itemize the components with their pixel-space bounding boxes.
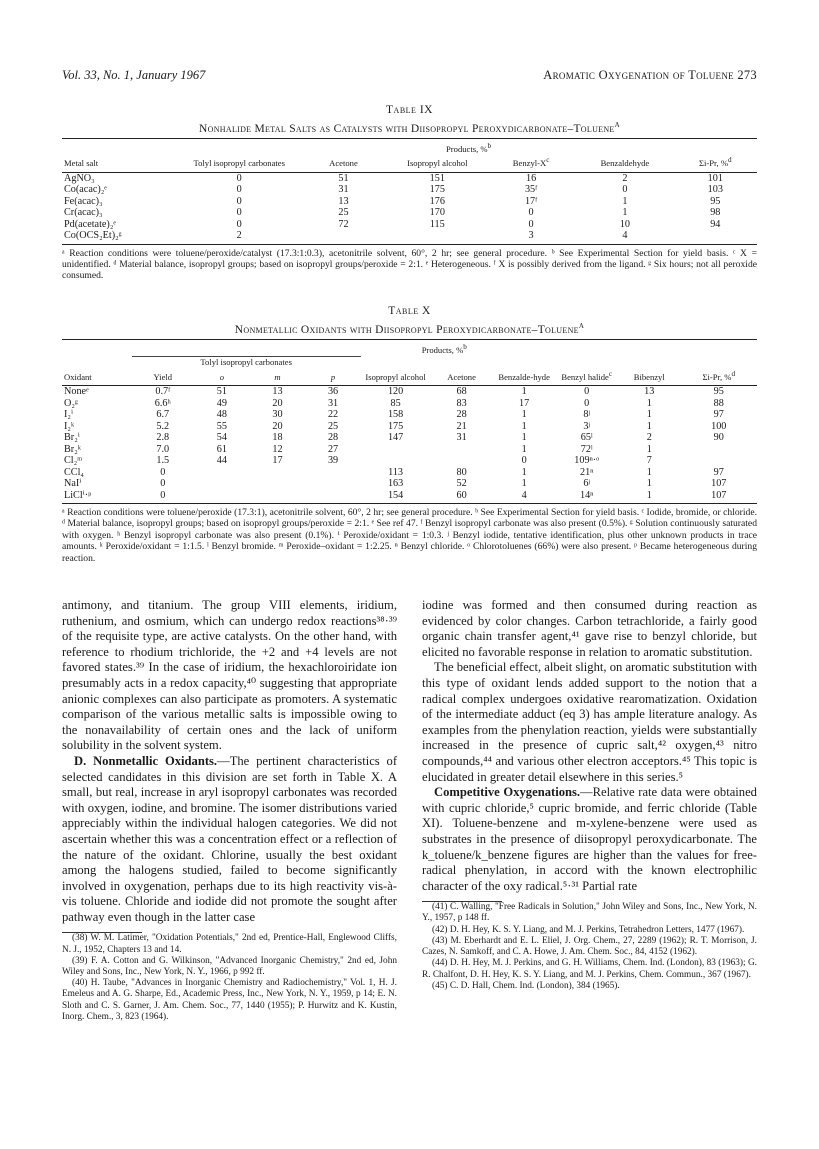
- table-cell: 170: [429, 207, 445, 219]
- table-cell: 6.7: [156, 409, 170, 421]
- table-cell: 0: [521, 455, 527, 467]
- table-row: [62, 455, 757, 467]
- table-cell: [194, 490, 250, 504]
- table-cell: 1.5: [156, 455, 170, 467]
- table-cell: 13: [338, 195, 349, 207]
- section-d-text: —The pertinent characteristics of selected candidates in this division are set forth in Table X. A small, but real, increase in aryl isopropyl carbonates was recorded with oxygen, iodine, and bromine. The isomer distributions varied appreciably within the individual halogen categories. We did not ascertain whether this was a concentration effect or a reflection of the nature of the oxidant. Chlorine, usually the best oxidant among the halogens studied, failed to become significantly involved in oxygenation, perhaps due to its high reactivity vis-à-vis toluene. Chloride and iodide did not promote the sought after pathway even though in the latter case: [62, 753, 398, 924]
- table-cell: 2: [646, 432, 652, 444]
- table-cell: 0: [236, 207, 242, 219]
- table-cell: 48: [216, 409, 227, 421]
- table-cell: [250, 490, 306, 504]
- left-references: [62, 932, 397, 1023]
- table-ix-header-4-mark: c: [546, 156, 550, 165]
- table-cell: 10: [619, 218, 630, 230]
- table-cell: 28: [327, 432, 339, 444]
- right-column: [422, 598, 757, 992]
- table-cell: 1: [618, 490, 681, 504]
- table-x-header-5: Isopropyl alcohol: [361, 369, 431, 386]
- table-x-header-6: Acetone: [430, 369, 493, 386]
- table-row: [62, 172, 757, 184]
- reference-42: (42) D. H. Hey, K. S. Y. Liang, and M. J. Perkins, Tetrahedron Letters, 1477 (1967).: [432, 924, 745, 935]
- table-ix-title-text: Nonhalide Metal Salts as Catalysts with Diisopropyl Peroxydicarbonate–Toluene: [199, 122, 615, 135]
- table-cell: 14ⁿ: [555, 490, 618, 504]
- table-x-header-9: Bibenzyl: [618, 369, 681, 386]
- table-row: [62, 490, 757, 504]
- table-x-footnotes: ᵃ Reaction conditions were toluene/peroxide (17.3:1), acetonitrile solvent, 60°, 2 hr; see general procedure. ᵇ See Experimental Section for yield basis. ᶜ Iodide, bromide, or chloride. ᵈ Material balance, isopropyl groups; based on isopropyl groups/peroxide = 2:1. ᵉ See ref 47. ᶠ Benzyl isopropyl carbonate was also present (0.5%). ᵍ Solution continuously saturated with oxygen. ʰ Benzyl isopropyl carbonate was also present (0.1%). ⁱ Peroxide/oxidant = 1:0.3. ʲ Benzyl iodide, tentative identification, plus other unknown products in trace amounts. ᵏ Peroxide/oxidant = 1:1.5. ˡ Benzyl bromide. ᵐ Peroxide–oxidant = 1:2.25. ⁿ Benzyl chloride. ᵒ Chlorotoluenes (66%) were also present. ᵖ Became heterogeneous during reaction.: [62, 507, 757, 564]
- table-cell: 8ʲ: [583, 409, 591, 421]
- table-cell: 2: [180, 230, 298, 244]
- reference-44: (44) D. H. Hey, M. J. Perkins, and G. H. Williams, Chem. Ind. (London), 83 (1963); G. R. Chalfont, D. H. Hey, K. S. Y. Liang, and M. J. Perkins, Chem. Commun., 367 (1967).: [422, 958, 757, 980]
- table-cell: 0: [528, 207, 534, 219]
- table10-row-label: Noneᵉ: [64, 386, 89, 398]
- table-cell: 65ˡ: [580, 432, 593, 444]
- table-ix-header-6: [674, 155, 757, 172]
- table-cell: 95: [710, 195, 721, 207]
- table-cell: 21ⁿ: [579, 466, 594, 478]
- table-cell: 4: [576, 230, 673, 244]
- table-cell: 7.0: [156, 443, 170, 455]
- table-cell: 6ʲ: [583, 478, 591, 490]
- table-cell: 20: [272, 420, 283, 432]
- table-x: [62, 305, 757, 564]
- table-ix-footnotes: ᵃ Reaction conditions were toluene/peroxide/catalyst (17.3:1:0.3), acetonitrile solvent, 60°, 2 hr; see general procedure. ᵇ See Experimental Section for yield basis. ᶜ X = unidentified. ᵈ Material balance, isopropyl groups; based on isopropyl groups/peroxide = 2:1. ᵉ Heterogeneous. ᶠ X is possibly derived from the ligand. ᵍ Six hours; not all peroxide consumed.: [62, 247, 757, 282]
- left-paragraph-2: [62, 754, 397, 926]
- table10-row-label: NaIⁱ: [64, 478, 82, 490]
- table-cell: 6.6ʰ: [154, 397, 171, 409]
- table-x-title: [62, 320, 757, 336]
- table9-row-label: Cr(acac)₃: [64, 207, 103, 219]
- table-cell: 25: [338, 207, 349, 219]
- table-cell: 94: [710, 218, 721, 230]
- table-cell: [389, 230, 486, 244]
- table-x-header-7: Benzalde-hyde: [493, 369, 556, 386]
- table-cell: 97: [713, 466, 724, 478]
- table-row: [62, 196, 757, 208]
- table-cell: 0: [584, 397, 590, 409]
- table10-row-label: Br₂ⁱ: [64, 432, 80, 444]
- table-cell: 0: [236, 218, 242, 230]
- table-cell: 0: [160, 478, 166, 490]
- table-row: [62, 444, 757, 456]
- table-x-header-4: p: [305, 369, 361, 386]
- table-ix-products-span: [180, 138, 757, 155]
- table-cell: 51: [216, 386, 227, 398]
- table-cell: 1: [521, 409, 527, 421]
- table-x-header-8-text: Benzyl halide: [561, 371, 609, 382]
- table-cell: 30: [272, 409, 283, 421]
- table-cell: [681, 444, 757, 456]
- table-cell: 31: [327, 397, 339, 409]
- right-paragraph-1: iodine was formed and then consumed during reaction as evidenced by color changes. Carbon tetrachloride, a fairly good organic chain transfer agent,⁴¹ gave rise to benzyl chloride, but elicited no favorable response in relation to aromatic substitution.: [422, 598, 757, 659]
- table-row: [62, 478, 757, 490]
- table-ix-header-4: [486, 155, 576, 172]
- table9-row-label: AgNO₃: [64, 172, 95, 184]
- table-x-header-2: o: [194, 369, 250, 386]
- table-cell: [194, 478, 250, 490]
- table-x-header-1: Yield: [132, 369, 195, 386]
- table-cell: 72ˡ: [580, 443, 593, 455]
- reference-45: (45) C. D. Hall, Chem. Ind. (London), 384 (1965).: [432, 980, 620, 991]
- table-cell: 55: [216, 420, 227, 432]
- right-paragraph-2: The beneficial effect, albeit slight, on aromatic substitution with this type of oxidant lends added support to the notion that a radical complex undergoes oxidative rearomatization. Oxidation of the intermediate adduct (eq 3) has ample literature analogy. As examples from the phenylation reaction, yields were substantially increased in the presence of cupric salt,⁴² oxygen,⁴³ nitro compounds,⁴⁴ and various other electron acceptors.⁴⁵ This topic is elucidated in greater detail elsewhere in this series.⁵: [422, 660, 757, 784]
- table-x-products-span: [132, 339, 758, 356]
- table-cell: 68: [456, 386, 467, 398]
- table-cell: 35ᶠ: [524, 184, 538, 196]
- table10-row-label: Cl₂ᵐ: [64, 455, 83, 467]
- table-cell: 0: [236, 172, 242, 184]
- table-ix: [62, 104, 757, 282]
- table-x-products-mark: b: [463, 342, 467, 351]
- table-ix-header-3: Isopropyl alcohol: [389, 155, 486, 172]
- table-ix-header-6-mark: d: [728, 156, 732, 165]
- reference-38: (38) W. M. Latimer, "Oxidation Potentials," 2nd ed, Prentice-Hall, Englewood Cliffs, N. J., 1952, Chapters 13 and 14.: [62, 933, 397, 955]
- table-cell: [430, 444, 493, 456]
- table-cell: [361, 455, 431, 467]
- table-cell: 39: [327, 455, 339, 467]
- table-cell: 72: [338, 218, 349, 230]
- reference-39: (39) F. A. Cotton and G. Wilkinson, "Advanced Inorganic Chemistry," 2nd ed, John Wiley and Sons, Inc., New York, N. Y., 1966, p 992 ff.: [62, 955, 397, 978]
- table-cell: 88: [713, 397, 724, 409]
- table-cell: 95: [713, 386, 724, 398]
- table-cell: 4: [493, 490, 556, 504]
- table-ix-title-mark: a: [614, 119, 620, 130]
- table-cell: 2: [622, 172, 628, 184]
- table-cell: 100: [711, 420, 727, 432]
- section-d-heading: D. Nonmetallic Oxidants.: [74, 753, 218, 768]
- table-ix-header-2: Acetone: [298, 155, 388, 172]
- table-cell: 18: [272, 432, 283, 444]
- table-x-grid: [62, 339, 757, 504]
- table-ix-header-1: Tolyl isopropyl carbonates: [180, 155, 298, 172]
- table-cell: 21: [456, 420, 467, 432]
- table-cell: 154: [361, 490, 431, 504]
- table-row: [62, 409, 757, 421]
- table-cell: 101: [707, 172, 723, 184]
- table-cell: 3: [486, 230, 576, 244]
- table-cell: [674, 230, 757, 244]
- reference-41: (41) C. Walling, "Free Radicals in Solution," John Wiley and Sons, Inc., New York, N. Y., 1957, p 148 ff.: [422, 902, 757, 924]
- table-cell: 5.2: [156, 420, 170, 432]
- table-cell: 103: [707, 184, 723, 196]
- table-cell: 0: [622, 184, 628, 196]
- table-cell: [298, 230, 388, 244]
- table-cell: 0: [132, 490, 195, 504]
- reference-43: (43) M. Eberhardt and E. L. Eliel, J. Org. Chem., 27, 2289 (1962); R. T. Morrison, J. Cazes, N. Samkoff, and C. A. Howe, J. Am. Chem. Soc., 84, 4152 (1962).: [422, 935, 757, 958]
- table-cell: 31: [338, 184, 349, 196]
- table-ix-title: [62, 119, 757, 135]
- table-cell: 1: [521, 466, 527, 478]
- table-cell: [250, 478, 306, 490]
- table9-row-label: Fe(acac)₃: [64, 195, 103, 207]
- table-cell: 13: [644, 386, 655, 398]
- table-cell: 28: [456, 409, 467, 421]
- right-references: [422, 901, 757, 992]
- table-cell: 44: [216, 455, 227, 467]
- table9-row-label: Pd(acetate)₂ᵉ: [64, 218, 116, 230]
- table-cell: 7: [646, 455, 652, 467]
- table-cell: [681, 455, 757, 467]
- table-cell: 1: [521, 386, 527, 398]
- table-ix-label: Table IX: [386, 104, 433, 116]
- table-cell: [305, 467, 361, 479]
- table-cell: 52: [456, 478, 467, 490]
- table-cell: 176: [429, 195, 445, 207]
- table-cell: 20: [272, 397, 283, 409]
- table10-row-label: CCl₄: [64, 466, 84, 478]
- table-cell: 31: [456, 432, 467, 444]
- table-cell: 115: [429, 218, 445, 230]
- table-cell: 107: [711, 478, 727, 490]
- table-cell: 1: [646, 443, 652, 455]
- table-cell: 120: [387, 386, 404, 398]
- table10-row-label: I₂ᵏ: [64, 420, 75, 432]
- table-cell: 0: [160, 466, 166, 478]
- table-x-header-8: [555, 369, 618, 386]
- table-cell: 27: [327, 443, 339, 455]
- table-cell: 54: [216, 432, 227, 444]
- table-cell: 97: [713, 409, 724, 421]
- table-x-label: Table X: [388, 305, 431, 317]
- left-paragraph-1: antimony, and titanium. The group VIII elements, iridium, ruthenium, and osmium, which can undergo redox reactions³⁸·³⁹ of the requisite type, are active catalysts. On the other hand, with reference to rhodium trichloride, the +2 and +4 levels are not favored states.³⁹ In the case of iridium, the hexachloroiridate ion presumably acts in a redox capacity,⁴⁰ suggesting that appropriate anionic complexes can also participate as promoters. A systematic comparison of the various metallic salts is impossible owing to the nonavailability of certain ones and the lack of uniform solubility in the solvent system.: [62, 598, 397, 753]
- table-cell: 49: [216, 397, 227, 409]
- table-ix-header-4-text: Benzyl-X: [512, 158, 547, 169]
- article-title-page-number: Aromatic Oxygenation of Toluene 273: [543, 68, 757, 82]
- table-cell: 109ⁿ·ᵒ: [574, 455, 600, 467]
- table-cell: 36: [327, 386, 339, 398]
- table-x-tolyl-span: Tolyl isopropyl carbonates: [132, 357, 361, 369]
- table-x-header-0: Oxidant: [62, 369, 132, 386]
- table-cell: 147: [387, 432, 404, 444]
- table-x-header-10: [681, 369, 757, 386]
- table-ix-products-mark: b: [487, 141, 492, 150]
- right-paragraph-3: [422, 785, 757, 894]
- table-cell: 0: [584, 386, 590, 398]
- table-cell: 1: [646, 420, 652, 432]
- table-cell: 1: [646, 478, 652, 490]
- table-cell: [361, 444, 431, 456]
- table-row: [62, 467, 757, 479]
- running-head: [62, 68, 757, 84]
- table-cell: 1: [521, 420, 527, 432]
- table-x-header-10-text: Σi-Pr, %: [702, 371, 732, 382]
- table-cell: 1: [646, 409, 652, 421]
- table-cell: [305, 478, 361, 490]
- table-cell: 175: [387, 420, 404, 432]
- table-cell: 3ʲ: [583, 420, 591, 432]
- table-ix-grid: [62, 138, 757, 245]
- table-cell: [430, 455, 493, 467]
- table-cell: 83: [456, 397, 467, 409]
- table-cell: 0: [236, 195, 242, 207]
- table10-row-label: O₂ᵍ: [64, 397, 78, 409]
- table-x-header-8-mark: c: [608, 369, 613, 378]
- table-cell: 90: [713, 432, 724, 444]
- table-cell: 17: [519, 397, 530, 409]
- table10-row-label: LiClⁱ·ᵖ: [62, 490, 132, 504]
- table-cell: 60: [430, 490, 493, 504]
- table-cell: 1: [622, 207, 628, 219]
- table9-row-label: Co(OCS₂Et)₂ᵍ: [62, 230, 180, 244]
- table-cell: 22: [327, 409, 339, 421]
- table-row: [62, 386, 757, 398]
- table-cell: [194, 467, 250, 479]
- table-cell: 98: [710, 207, 721, 219]
- table-row: [62, 184, 757, 196]
- journal-volume-header: Vol. 33, No. 1, January 1967: [62, 68, 206, 82]
- table-cell: 1: [521, 432, 527, 444]
- table10-row-label: Br₂ᵏ: [64, 443, 81, 455]
- table9-row-label: Co(acac)₂ᵉ: [64, 184, 107, 196]
- table-x-title-mark: a: [578, 320, 585, 331]
- table-cell: 13: [272, 386, 283, 398]
- table-cell: 25: [327, 420, 339, 432]
- table-cell: 1: [646, 466, 652, 478]
- table-cell: 1: [646, 397, 652, 409]
- table-cell: 0: [528, 218, 534, 230]
- table-cell: 175: [429, 184, 445, 196]
- table-cell: 1: [521, 443, 527, 455]
- table-x-header-3: m: [250, 369, 306, 386]
- table-cell: 113: [388, 466, 404, 478]
- table-ix-header-5: Benzaldehyde: [576, 155, 673, 172]
- table-cell: 0: [236, 184, 242, 196]
- table-row: [62, 421, 757, 433]
- table-cell: 85: [390, 397, 401, 409]
- table-ix-products-span-text: Products, %: [446, 143, 488, 154]
- table-cell: 1: [622, 195, 628, 207]
- table-row: [62, 219, 757, 231]
- table-cell: 16: [526, 172, 537, 184]
- table-cell: [250, 467, 306, 479]
- table-row: [62, 230, 757, 244]
- table-cell: 1: [521, 478, 527, 490]
- table-x-products-span-text: Products, %: [421, 344, 464, 355]
- table-ix-header-0: Metal salt: [62, 155, 180, 172]
- table-cell: 12: [272, 443, 283, 455]
- table-cell: 2.8: [156, 432, 170, 444]
- table-x-title-text: Nonmetallic Oxidants with Diisopropyl Peroxydicarbonate–Toluene: [234, 323, 579, 336]
- competitive-oxygenations-heading: Competitive Oxygenations.: [434, 785, 581, 800]
- table-cell: 51: [338, 172, 349, 184]
- table-cell: [305, 490, 361, 504]
- table-ix-header-6-text: Σi-Pr, %: [698, 158, 728, 169]
- table-x-header-10-mark: d: [731, 369, 736, 378]
- left-column: [62, 598, 397, 1023]
- table-cell: 0.7ᶠ: [155, 386, 171, 398]
- table-cell: 17ᶠ: [524, 195, 538, 207]
- table-cell: 61: [216, 443, 227, 455]
- table-cell: 158: [387, 409, 404, 421]
- table-row: [62, 398, 757, 410]
- competitive-oxygenations-text: —Relative rate data were obtained with cupric chloride,⁵ cupric bromide, and ferric chloride (Table XI). Toluene-benzene and m-xylene-benzene were used as substrates in the presence of diisopropyl peroxydicarbonate. The k_toluene/k_benzene figures are higher than the values for free-radical phenylation, in accord with the known electrophilic character of the oxy radical.⁵·³¹ Partial rate: [422, 785, 757, 893]
- reference-40: (40) H. Taube, "Advances in Inorganic Chemistry and Radiochemistry," Vol. 1, H. J. Emeleus and A. G. Sharpe, Ed., Academic Press, Inc., New York, N. Y., 1959, p 14; E. N. Sloth and C. S. Garner, J. Am. Chem. Soc., 77, 1440 (1955); P. Hurwitz and K. Kustin, Inorg. Chem., 3, 823 (1964).: [62, 978, 397, 1022]
- table-row: [62, 207, 757, 219]
- table-row: [62, 432, 757, 444]
- table-cell: 151: [429, 172, 445, 184]
- table10-row-label: I₂ⁱ: [64, 409, 73, 421]
- table-cell: 163: [387, 478, 404, 490]
- table-cell: 80: [456, 466, 467, 478]
- table-cell: 17: [272, 455, 283, 467]
- table-cell: 107: [681, 490, 757, 504]
